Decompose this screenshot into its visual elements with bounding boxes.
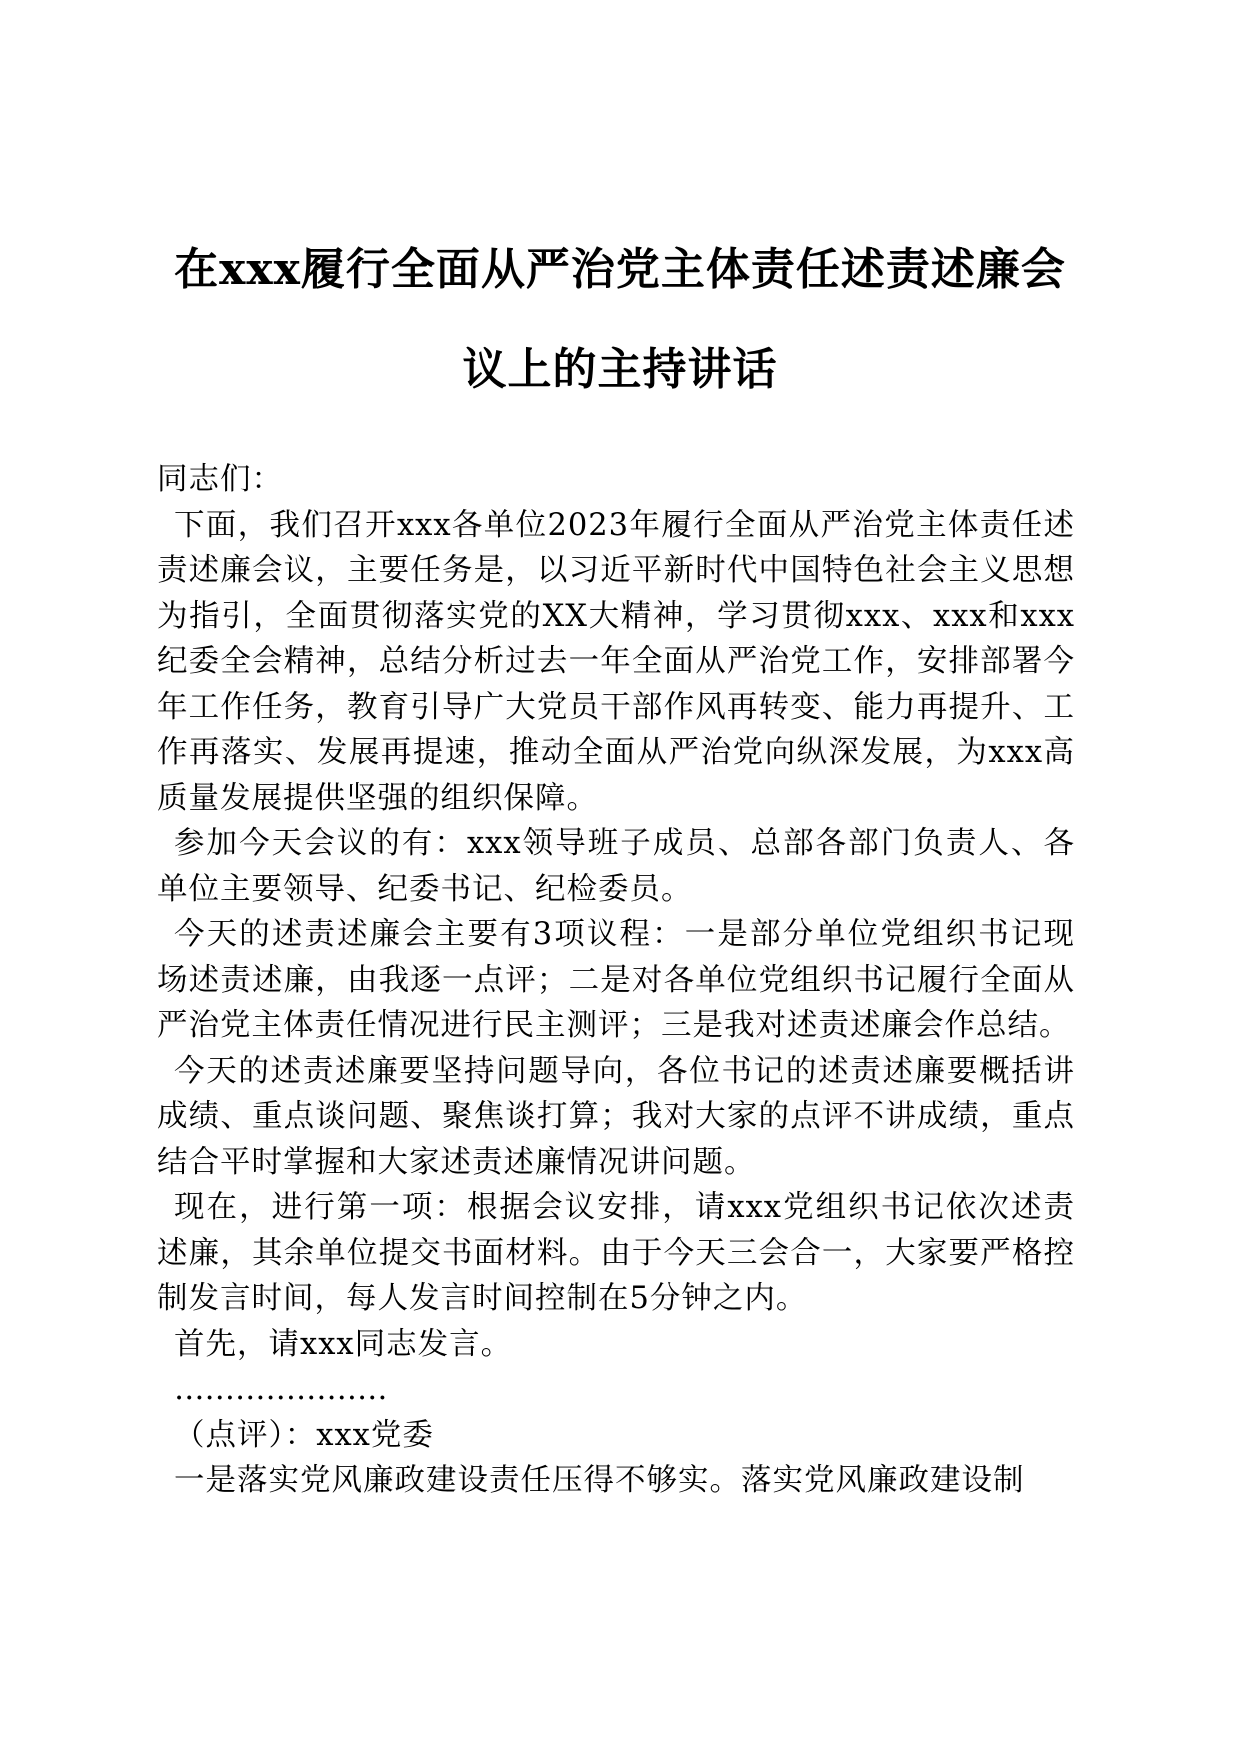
paragraph-attendees: 参加今天会议的有：xxx领导班子成员、总部各部门负责人、各单位主要领导、纪委书记、纪检委员。 [157,826,1075,907]
comment-heading: （点评）：xxx党委 [174,1417,434,1453]
paragraph-comment-point-1: 一是落实党风廉政建设责任压得不够实。落实党风廉政建设制 [174,1463,1025,1498]
document-title-line-2: 议上的主持讲话 [462,344,778,395]
document-body [157,457,1075,1504]
paragraph-first-speaker: 首先，请xxx同志发言。 [174,1326,513,1362]
document-title-line-1: 在xxx履行全面从严治党主体责任述责述廉会 [174,244,1066,295]
salutation: 同志们： [157,462,283,497]
paragraph-opening: 下面，我们召开xxx各单位2023年履行全面从严治党主体责任述责述廉会议，主要任务是，以习近平新时代中国特色社会主义思想为指引，全面贯彻落实党的XX大精神，学习贯彻xxx、xxx和xxx纪委全会精神，总结分析过去一年全面从严治党工作，安排部署今年工作任务，教育引导广大党员干部作风再转变、能力再提升、工作再落实、发展再提速，推动全面从严治党向纵深发展，为xxx高质量发展提供坚强的组织保障。 [157,507,1075,816]
paragraph-requirements: 今天的述责述廉要坚持问题导向，各位书记的述责述廉要概括讲成绩、重点谈问题、聚焦谈打算；我对大家的点评不讲成绩，重点结合平时掌握和大家述责述廉情况讲问题。 [157,1053,1075,1180]
paragraph-agenda: 今天的述责述廉会主要有3项议程：一是部分单位党组织书记现场述责述廉，由我逐一点评；二是对各单位党组织书记履行全面从严治党主体责任情况进行民主测评；三是我对述责述廉会作总结。 [157,917,1075,1043]
paragraph-first-item: 现在，进行第一项：根据会议安排，请xxx党组织书记依次述责述廉，其余单位提交书面材料。由于今天三会合一，大家要严格控制发言时间，每人发言时间控制在5分钟之内。 [157,1190,1075,1316]
ellipsis-line: ………………… [174,1372,388,1407]
